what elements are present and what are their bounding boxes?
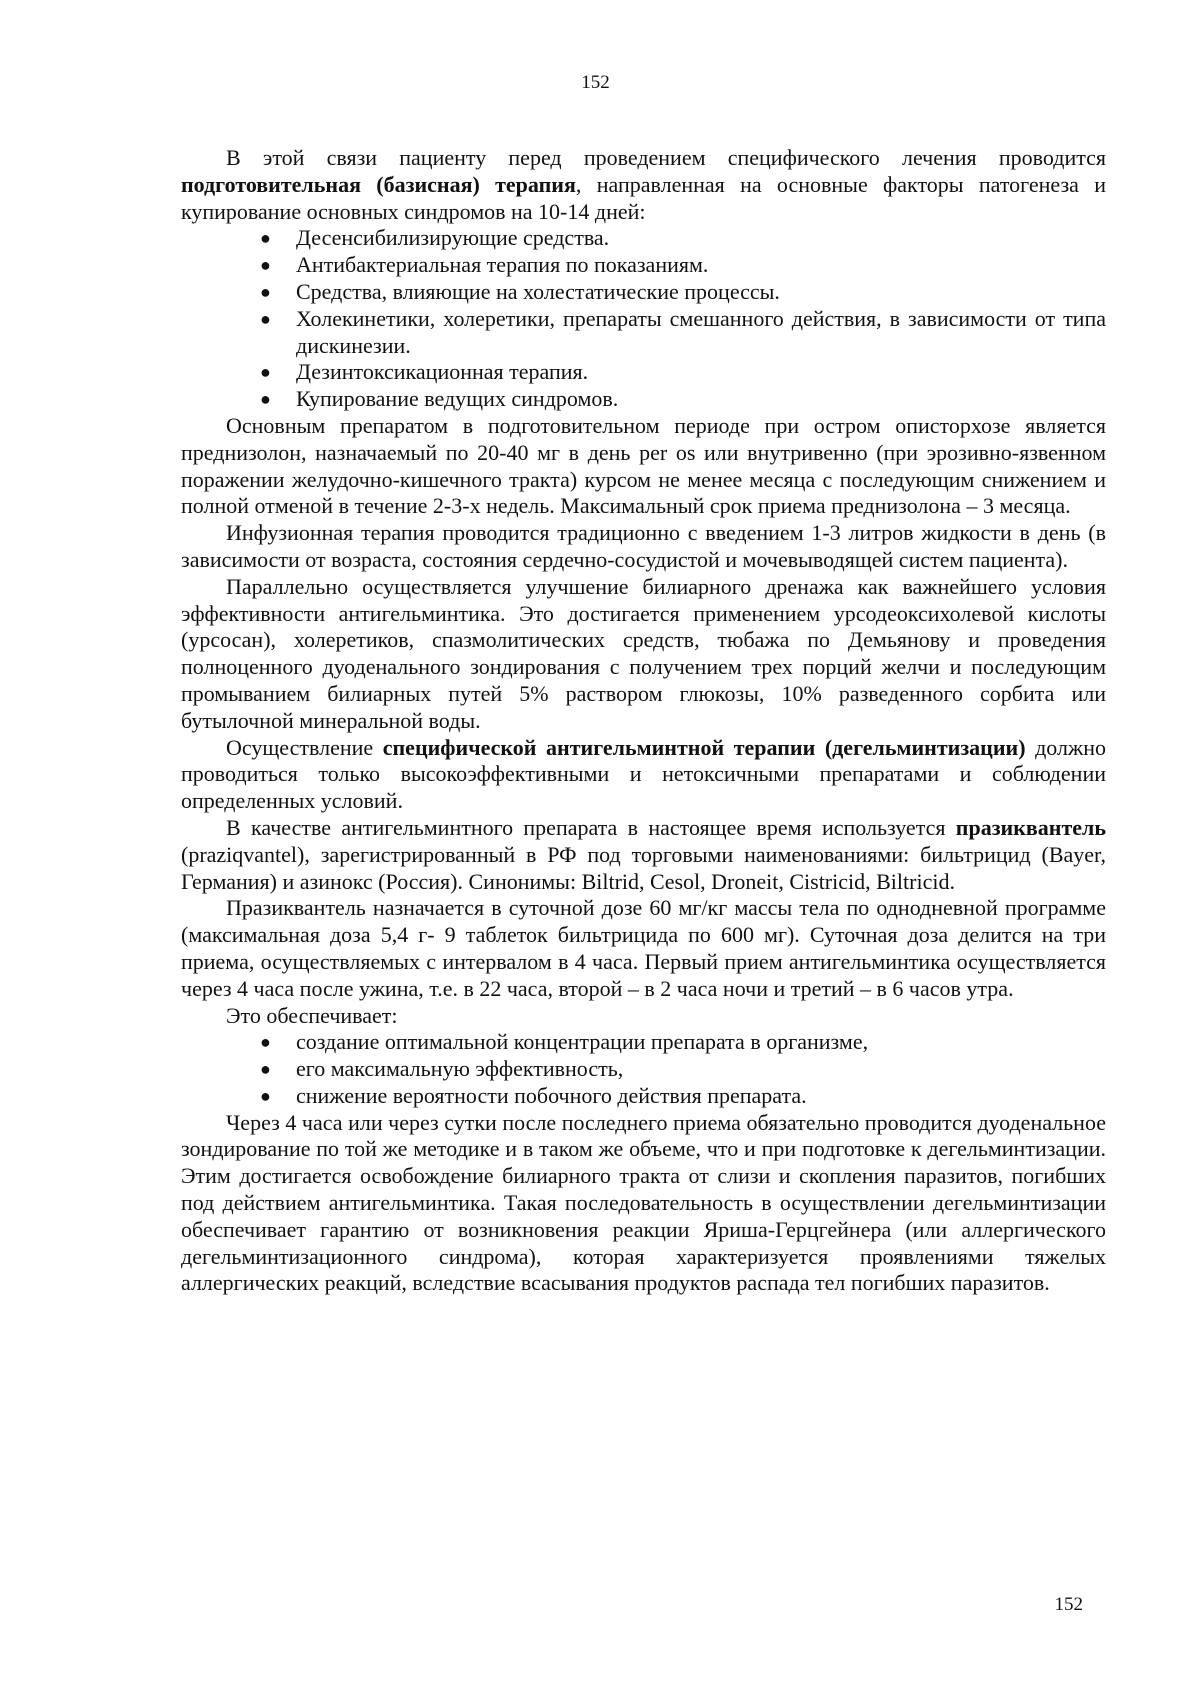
paragraph-text: В качестве антигельминтного препарата в настоящее время используется [226, 814, 956, 840]
list-item-text: Антибактериальная терапия по показаниям. [296, 252, 709, 278]
bold-term: подготовительная (базисная) терапия [181, 171, 576, 197]
bold-term: специфической антигельминтной терапии (дегельминтизации) [382, 734, 1026, 760]
bullet-icon: ● [260, 1032, 271, 1053]
preparatory-therapy-list [181, 225, 1106, 413]
list-item [181, 306, 1106, 360]
document-body [181, 145, 1106, 1297]
page-number-top: 152 [581, 72, 610, 93]
bold-term: празиквантель [955, 814, 1106, 840]
paragraph-text: (praziqvantel), зарегистрированный в РФ под торговыми наименованиями: бильтрицид (Bayer, Германия) и азинокс (Россия). Синонимы: Biltrid, Cesol, Droneit, Cistricid, Biltricid. [181, 841, 1106, 894]
paragraph-biliary-drainage: Параллельно осуществляется улучшение билиарного дренажа как важнейшего условия эффективности антигельминтика. Это достигается применением урсодеоксихолевой кислоты (урсосан), холеретиков, спазмолитических средств, тюбажа по Демьянову и проведения полноценного дуоденального зондирования с получением трех порций желчи и последующим промыванием билиарных путей 5% раствором глюкозы, 10% разведенного сорбита или бутылочной минеральной воды. [181, 573, 1106, 733]
paragraph-infusion-therapy: Инфузионная терапия проводится традиционно с введением 1-3 литров жидкости в день (в зависимости от возраста, состояния сердечно-сосудистой и мочевыводящей систем пациента). [181, 520, 1106, 572]
list-item [181, 279, 1106, 306]
paragraph-preparatory-therapy [181, 145, 1106, 225]
effects-list [181, 1029, 1106, 1109]
paragraph-text: В этой связи пациенту перед проведением специфического лечения проводится [226, 145, 1106, 170]
bullet-icon: ● [260, 255, 271, 276]
paragraph-duodenal-probing: Через 4 часа или через сутки после последнего приема обязательно проводится дуоденальное зондирование по той же методике и в таком же объеме, что и при подготовке к дегельминтизации. Этим достигается освобождение билиарного тракта от слизи и скопления паразитов, погибших под действием антигельминтика. Такая последовательность в осуществлении дегельминтизации обеспечивает гарантию от возникновения реакции Яриша-Герцгейнера (или аллергического дегельминтизационного синдрома), которая характеризуется проявлениями тяжелых аллергических реакций, вследствие всасывания продуктов распада тел погибших паразитов. [181, 1109, 1106, 1296]
bullet-icon: ● [260, 228, 271, 249]
paragraph-dosage: Празиквантель назначается в суточной дозе 60 мг/кг массы тела по однодневной программе (максимальная доза 5,4 г- 9 таблеток бильтрицида по 600 мг). Суточная доза делится на три приема, осуществляемых с интервалом в 4 часа. Первый прием антигельминтика осуществляется через 4 часа после ужина, т.е. в 22 часа, второй – в 2 часа ночи и третий – в 6 часов утра. [181, 895, 1106, 1001]
paragraph-text: , направленная на основные факторы патогенеза и купирование основных синдромов на 10-14 дней: [181, 171, 1106, 224]
list-item-text: создание оптимальной концентрации препарата в организме, [296, 1029, 869, 1055]
bullet-icon: ● [260, 1085, 271, 1106]
list-item-text: Дезинтоксикационная терапия. [296, 359, 589, 385]
list-item-text: Холекинетики, холеретики, препараты смешанного действия, в зависимости от типа дискинезии. [296, 305, 1106, 358]
list-item-text: Десенсибилизирующие средства. [296, 225, 610, 251]
bullet-icon: ● [260, 281, 271, 302]
paragraph-praziquantel [181, 815, 1106, 895]
paragraph-specific-therapy [181, 735, 1106, 815]
list-item-text: Средства, влияющие на холестатические процессы. [296, 278, 780, 304]
bullet-icon: ● [260, 1059, 271, 1080]
bullet-icon: ● [260, 389, 271, 410]
paragraph-text: Осуществление [226, 734, 383, 760]
list-item-text: снижение вероятности побочного действия препарата. [296, 1082, 807, 1108]
list-item [181, 386, 1106, 413]
paragraph-text: должно проводиться только высокоэффективными и нетоксичными препаратами и соблюдении определенных условий. [181, 734, 1106, 814]
list-item [181, 1029, 1106, 1056]
list-item-text: Купирование ведущих синдромов. [296, 386, 619, 412]
page-number-bottom: 152 [1054, 1594, 1083, 1615]
list-item [181, 225, 1106, 252]
list-item [181, 1083, 1106, 1110]
list-item-text: его максимальную эффективность, [296, 1056, 624, 1082]
list-item [181, 1056, 1106, 1083]
list-item [181, 359, 1106, 386]
list-item [181, 252, 1106, 279]
bullet-icon: ● [260, 308, 271, 329]
paragraph-provides: Это обеспечивает: [226, 1002, 398, 1028]
paragraph-prednisolone: Основным препаратом в подготовительном периоде при остром описторхозе является преднизолон, назначаемый по 20-40 мг в день per os или внутривенно (при эрозивно-язвенном поражении желудочно-кишечного тракта) курсом не менее месяца с последующим снижением и полной отменой в течение 2-3-х недель. Максимальный срок приема преднизолона – 3 месяца. [181, 412, 1106, 519]
bullet-icon: ● [260, 362, 271, 383]
